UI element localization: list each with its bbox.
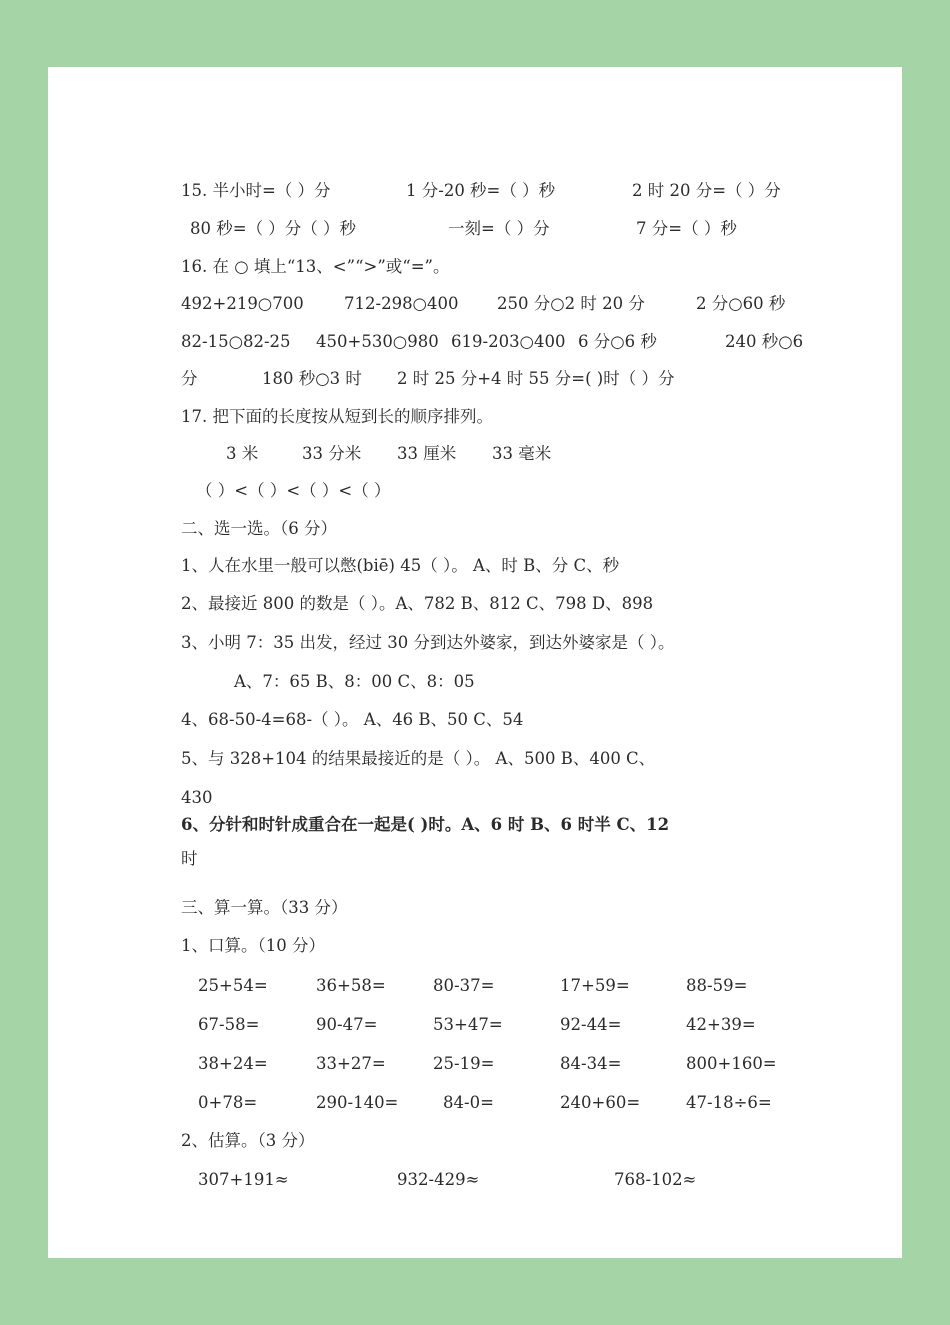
q16-item: 2 时 25 分+4 时 55 分=( )时（ ）分: [397, 369, 675, 388]
q17-length: 33 毫米: [492, 444, 552, 463]
oral-problem: 84-34=: [560, 1054, 622, 1073]
q15-item-2: 1 分-20 秒=（ ）秒: [406, 181, 556, 200]
oral-problem: 0+78=: [198, 1093, 258, 1112]
q16-item: 250 分○2 时 20 分: [497, 294, 645, 313]
oral-problem: 290-140=: [316, 1093, 399, 1112]
q17-title: 17. 把下面的长度按从短到长的顺序排列。: [181, 407, 493, 426]
oral-problem: 53+47=: [433, 1015, 503, 1034]
q17-length: 33 分米: [302, 444, 362, 463]
choice-q6: 6、分针和时针成重合在一起是( )时。A、6 时 B、6 时半 C、12: [181, 815, 670, 834]
q17-length: 3 米: [226, 444, 259, 463]
q17-length: 33 厘米: [397, 444, 457, 463]
choice-q1: 1、人在水里一般可以憋(biē) 45（ ）。 A、时 B、分 C、秒: [181, 556, 620, 575]
oral-problem: 47-18÷6=: [686, 1093, 772, 1112]
oral-problem: 240+60=: [560, 1093, 641, 1112]
oral-calc-title: 1、口算。（10 分）: [181, 936, 325, 955]
oral-problem: 17+59=: [560, 976, 630, 995]
q16-item: 619-203○400: [451, 332, 566, 351]
q16-item: 82-15○82-25: [181, 332, 291, 351]
choice-q2: 2、最接近 800 的数是（ ）。A、782 B、812 C、798 D、898: [181, 594, 654, 613]
q15-item-5: 一刻=（ ）分: [448, 219, 550, 238]
oral-problem: 42+39=: [686, 1015, 756, 1034]
q16-item: 712-298○400: [344, 294, 459, 313]
estimate-problem: 307+191≈: [198, 1170, 289, 1189]
choice-q4: 4、68-50-4=68-（ ）。 A、46 B、50 C、54: [181, 710, 524, 729]
oral-problem: 36+58=: [316, 976, 386, 995]
choice-q5: 5、与 328+104 的结果最接近的是（ ）。 A、500 B、400 C、: [181, 749, 656, 768]
oral-problem: 38+24=: [198, 1054, 268, 1073]
estimate-problem: 768-102≈: [614, 1170, 697, 1189]
oral-problem: 80-37=: [433, 976, 495, 995]
oral-problem: 67-58=: [198, 1015, 260, 1034]
q16-item: 2 分○60 秒: [696, 294, 786, 313]
q16-item: 6 分○6 秒: [578, 332, 657, 351]
section2-heading: 二、选一选。（6 分）: [181, 519, 337, 538]
oral-problem: 84-0=: [443, 1093, 494, 1112]
worksheet-page: [48, 67, 902, 1258]
q16-title: 16. 在 ○ 填上“13、<”“>”或“=”。: [181, 257, 450, 276]
oral-problem: 90-47=: [316, 1015, 378, 1034]
estimate-title: 2、估算。（3 分）: [181, 1131, 315, 1150]
q16-item: 分: [181, 369, 198, 388]
q17-order-blanks: （ ）<（ ）<（ ）<（ ）: [196, 481, 391, 500]
q15-item-6: 7 分=（ ）秒: [636, 219, 737, 238]
q16-item: 240 秒○6: [725, 332, 804, 351]
choice-q6-continued: 时: [181, 849, 198, 868]
oral-problem: 33+27=: [316, 1054, 386, 1073]
q16-item: 492+219○700: [181, 294, 304, 313]
estimate-problem: 932-429≈: [397, 1170, 480, 1189]
choice-q3: 3、小明 7：35 出发，经过 30 分到达外婆家，到达外婆家是（ ）。: [181, 633, 675, 652]
oral-problem: 88-59=: [686, 976, 748, 995]
oral-problem: 800+160=: [686, 1054, 777, 1073]
choice-q3-options: A、7：65 B、8：00 C、8：05: [234, 672, 475, 691]
section3-heading: 三、算一算。（33 分）: [181, 898, 348, 917]
oral-problem: 92-44=: [560, 1015, 622, 1034]
q15-item-4: 80 秒=（ ）分（ ）秒: [190, 219, 357, 238]
q16-item: 180 秒○3 时: [262, 369, 362, 388]
q15-item-3: 2 时 20 分=（ ）分: [632, 181, 781, 200]
choice-q5-continued: 430: [181, 788, 213, 807]
q16-item: 450+530○980: [316, 332, 439, 351]
oral-problem: 25+54=: [198, 976, 268, 995]
q15-item-1: 15. 半小时=（ ）分: [181, 181, 331, 200]
oral-problem: 25-19=: [433, 1054, 495, 1073]
